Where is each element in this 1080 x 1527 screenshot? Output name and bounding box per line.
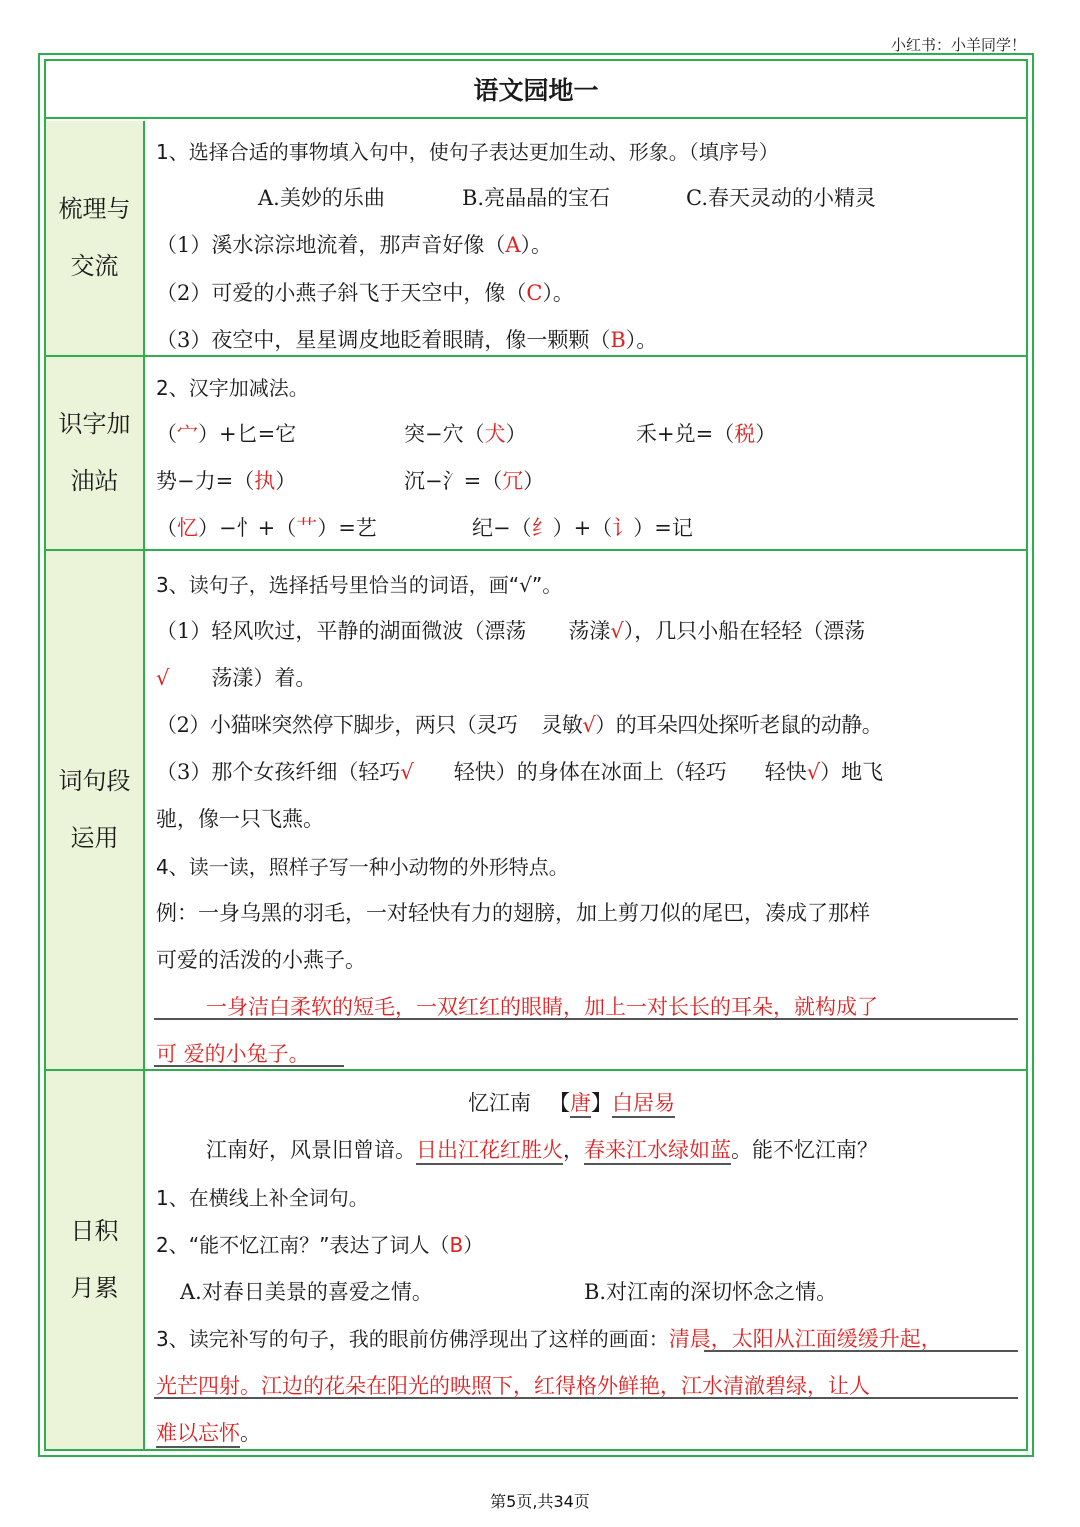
q1-stem: 1、选择合适的事物填入句中，使句子表达更加生动、形象。（填序号） [156,140,779,164]
q3-line-4: （3）那个女孩纤细（轻巧√ 轻快）的身体在冰面上（轻巧 轻快√）地飞 [156,760,884,784]
q1-option-c: C.春天灵动的小精灵 [686,186,876,210]
q2-item-a3: 禾+兑=（税） [636,422,777,446]
q3-line-3: （2）小猫咪突然停下脚步，两只（灵巧 灵敏√）的耳朵四处探听老鼠的动静。 [156,713,883,737]
poem-q2: 2、“能不忆江南？”表达了词人（B） [156,1233,484,1257]
poem-q2-option-b: B.对江南的深切怀念之情。 [584,1280,838,1304]
q1-sentence-1: （1）溪水淙淙地流着，那声音好像（A）。 [156,233,553,257]
q4-example-2: 可爱的活泼的小燕子。 [156,948,366,972]
poem-body: 江南好，风景旧曾谙。日出江花红胜火，春来江水绿如蓝。能不忆江南？ [206,1134,878,1164]
q2-item-a1: （宀）+匕=它 [156,422,297,446]
page-title: 语文园地一 [46,61,1026,119]
divider [46,549,1026,551]
q3-stem: 3、读句子，选择括号里恰当的词语，画“√”。 [156,573,563,597]
page-number: 第5页,共34页 [490,1492,590,1511]
q3-line-2: √ 荡漾）着。 [156,666,317,690]
q1-sentence-3: （3）夜空中，星星调皮地眨着眼睛，像一颗颗（B）。 [156,328,658,352]
poem-q1: 1、在横线上补全词句。 [156,1186,369,1210]
answer-underline [154,1397,1018,1399]
q2-item-c1: （忆）−忄+（艹）=艺 [156,516,377,540]
q3-line-1: （1）轻风吹过，平静的湖面微波（漂荡 荡漾√），几只小船在轻轻（漂荡 [156,619,866,643]
answer-underline [704,1350,1018,1352]
q2-item-a2: 突−穴（犬） [404,422,527,446]
section-label-accumulate: 日积 月累 [46,1071,145,1449]
poem-q3-line-1: 3、读完补写的句子，我的眼前仿佛浮现出了这样的画面：清晨，太阳从江面缓缓升起， [156,1327,942,1351]
section-label-literacy: 识字加 油站 [46,357,145,549]
q4-answer-2: 可 爱的小兔子。 [156,1042,310,1066]
q4-example-1: 例：一身乌黑的羽毛，一对轻快有力的翅膀，加上剪刀似的尾巴，凑成了那样 [156,901,870,925]
q2-item-c2: 纪−（纟）+（讠）=记 [472,516,693,540]
q2-item-b1: 势−力=（执） [156,469,297,493]
section-label-usage: 词句段 运用 [46,551,145,1069]
q2-item-b2: 沉−氵=（冗） [404,469,545,493]
q1-sentence-2: （2）可爱的小燕子斜飞于天空中，像（C）。 [156,281,574,305]
q4-answer-1: 一身洁白柔软的短毛，一双红红的眼睛，加上一对长长的耳朵，就构成了 [206,995,878,1019]
answer-underline [154,1065,344,1067]
q3-line-5: 驰，像一只飞燕。 [156,807,324,831]
q2-stem: 2、汉字加减法。 [156,376,309,400]
poem-q2-option-a: A.对春日美景的喜爱之情。 [180,1280,433,1304]
section-label-sorting: 梳理与 交流 [46,121,145,355]
q4-stem: 4、读一读，照样子写一种小动物的外形特点。 [156,855,569,879]
q1-option-a: A.美妙的乐曲 [258,186,385,210]
poem-q3-line-2: 光芒四射。江边的花朵在阳光的映照下，红得格外鲜艳，江水清澈碧绿，让人 [156,1374,870,1398]
divider [46,355,1026,357]
q1-option-b: B.亮晶晶的宝石 [462,186,611,210]
answer-underline [154,1018,1018,1020]
divider [46,1069,1026,1071]
watermark: 小红书：小羊同学！ [890,36,1026,54]
poem-title-line: 忆江南 【唐】白居易 [468,1087,675,1117]
poem-q3-line-3: 难以忘怀。 [156,1417,261,1447]
